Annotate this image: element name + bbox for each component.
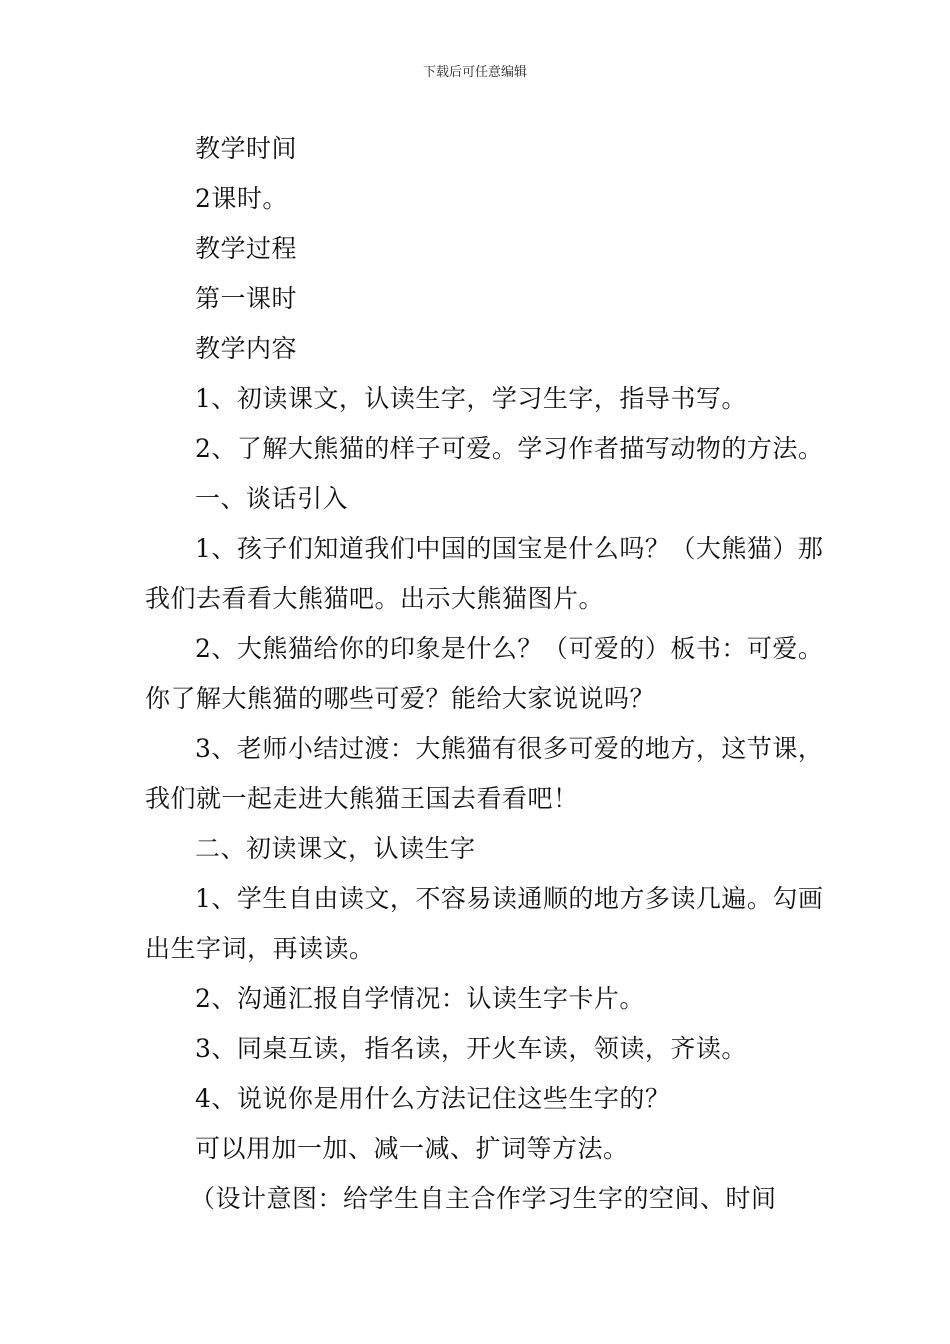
paragraph-content-item-1: 1、初读课文，认读生字，学习生字，指导书写。: [195, 384, 747, 413]
paragraph-intro-item-3: 3、老师小结过渡：大熊猫有很多可爱的地方，这节课，我们就一起走进大熊猫王国去看看吧！: [145, 734, 824, 813]
paragraph-class-hours: 2课时。: [195, 184, 288, 213]
section-heading-intro: 一、谈话引入: [195, 484, 349, 513]
paragraph-intro-item-1: 1、孩子们知道我们中国的国宝是什么吗？（大熊猫）那我们去看看大熊猫吧。出示大熊猫图片。: [145, 534, 824, 613]
document-body: [145, 124, 835, 1224]
paragraph-first-lesson: 第一课时: [195, 284, 298, 313]
section-heading-reading: 二、初读课文，认读生字: [195, 834, 476, 863]
paragraph-intro-item-2: 2、大熊猫给你的印象是什么？（可爱的）板书：可爱。你了解大熊猫的哪些可爱？能给大家说说吗？: [145, 634, 824, 713]
paragraph-teaching-process: 教学过程: [195, 234, 298, 263]
paragraph-teaching-content: 教学内容: [195, 334, 298, 363]
paragraph-methods: 可以用加一加、减一减、扩词等方法。: [195, 1134, 629, 1163]
paragraph-design-intent: （设计意图：给学生自主合作学习生字的空间、时间: [190, 1184, 777, 1213]
paragraph-teaching-time: 教学时间: [195, 134, 298, 163]
paragraph-reading-item-4: 4、说说你是用什么方法记住这些生字的？: [195, 1084, 671, 1113]
paragraph-content-item-2: 2、了解大熊猫的样子可爱。学习作者描写动物的方法。: [195, 434, 824, 463]
paragraph-reading-item-1: 1、学生自由读文，不容易读通顺的地方多读几遍。勾画出生字词，再读读。: [145, 884, 824, 963]
paragraph-reading-item-2: 2、沟通汇报自学情况：认读生字卡片。: [195, 984, 645, 1013]
paragraph-reading-item-3: 3、同桌互读，指名读，开火车读，领读，齐读。: [195, 1034, 747, 1063]
page-header: 下载后可任意编辑: [422, 65, 527, 80]
